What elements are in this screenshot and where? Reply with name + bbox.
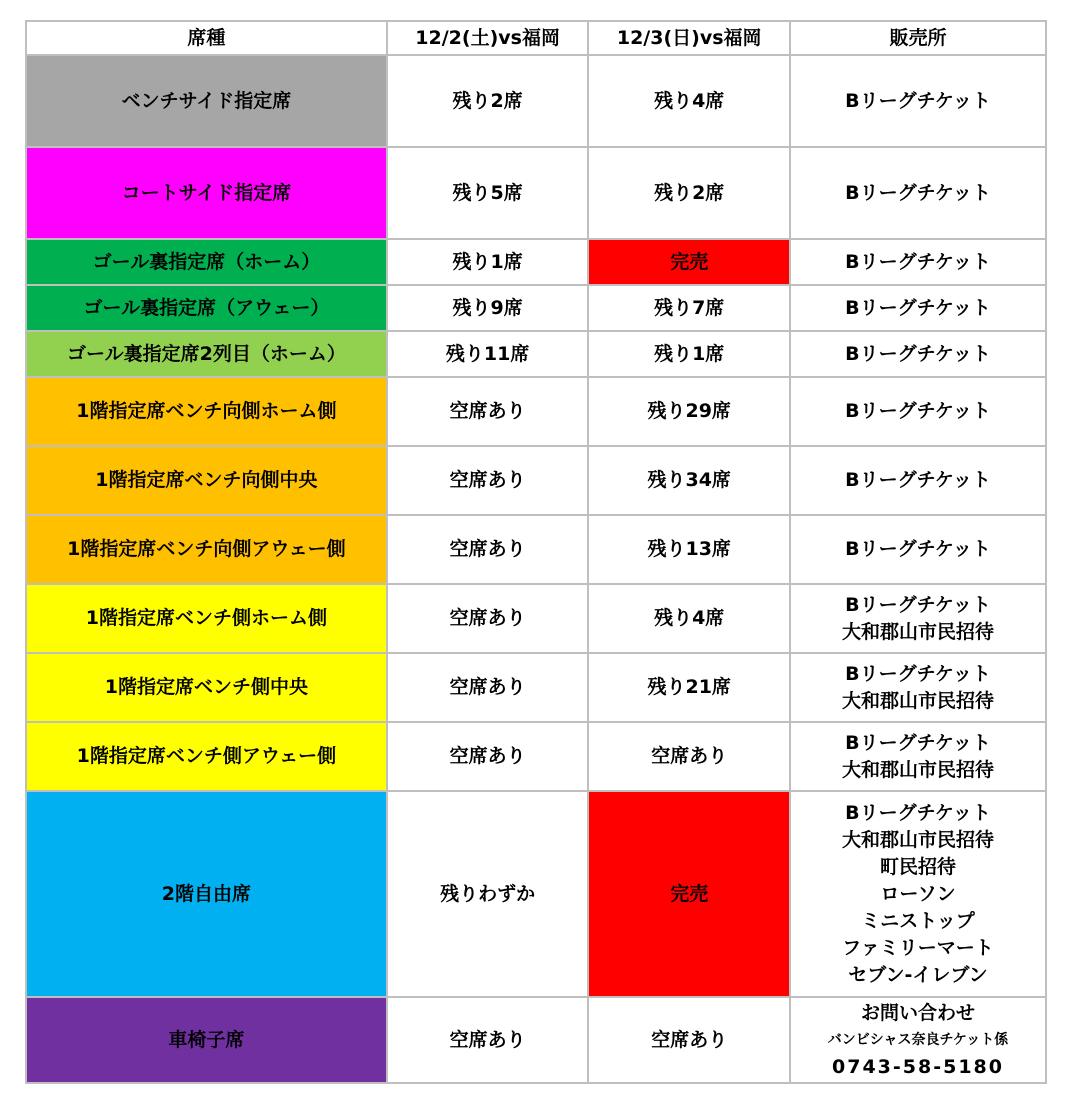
contact-department: バンビシャス奈良チケット係 [827,1031,1009,1048]
day2-status-cell: 残り2席 [588,147,790,239]
shop-line: 大和郡山市民招待 [841,758,994,781]
shop-line: 大和郡山市民招待 [841,689,994,712]
shop-line: Bリーグチケット [845,181,991,204]
shop-line: Bリーグチケット [845,342,991,365]
day1-status-cell: 残り11席 [387,331,589,377]
day1-status-cell: 残り1席 [387,239,589,285]
table-row [26,791,1046,997]
contact-phone: 0743-58-5180 [832,1055,1004,1078]
seat-type-cell: 1階指定席ベンチ向側ホーム側 [26,377,387,446]
shop-cell [790,515,1046,584]
day1-status-cell: 空席あり [387,377,589,446]
shop-cell [790,239,1046,285]
header-seat-type: 席種 [26,21,387,55]
seat-type-cell: 1階指定席ベンチ向側中央 [26,446,387,515]
seat-type-cell: ベンチサイド指定席 [26,55,387,147]
day1-status-cell: 残りわずか [387,791,589,997]
ticket-availability-table [25,20,1047,1084]
shop-line: Bリーグチケット [845,469,991,491]
shop-line: Bリーグチケット [845,801,991,824]
table-row [26,997,1046,1083]
day1-status-cell: 残り5席 [387,147,589,239]
shop-cell [790,653,1046,722]
shop-cell [790,791,1046,997]
contact-heading: お問い合わせ [860,1001,975,1024]
shop-line: セブン-イレブン [848,963,988,986]
day2-status-cell: 残り4席 [588,584,790,653]
day1-status-cell: 空席あり [387,722,589,791]
day1-status-cell: 空席あり [387,584,589,653]
day1-status-cell: 空席あり [387,446,589,515]
day2-status-cell: 残り21席 [588,653,790,722]
day1-status-cell: 空席あり [387,997,589,1083]
day1-status-cell: 残り2席 [387,55,589,147]
table-row [26,653,1046,722]
shop-line: 大和郡山市民招待 [841,828,994,851]
shop-line: Bリーグチケット [845,250,991,273]
seat-type-cell: ゴール裏指定席（アウェー） [26,285,387,331]
day2-status-cell: 残り4席 [588,55,790,147]
shop-cell [790,584,1046,653]
shop-line: Bリーグチケット [845,731,991,754]
seat-type-cell: コートサイド指定席 [26,147,387,239]
table-row [26,446,1046,515]
shop-cell [790,446,1046,515]
shop-cell [790,331,1046,377]
shop-cell [790,147,1046,239]
day2-status-cell: 残り1席 [588,331,790,377]
shop-line: Bリーグチケット [845,662,991,685]
table-row [26,285,1046,331]
table-row [26,722,1046,791]
shop-line: Bリーグチケット [845,593,991,616]
shop-cell [790,55,1046,147]
day1-status-cell: 残り9席 [387,285,589,331]
table-row [26,55,1046,147]
shop-cell [790,997,1046,1083]
day2-status-cell: 残り29席 [588,377,790,446]
seat-type-cell: 1階指定席ベンチ側アウェー側 [26,722,387,791]
table-row [26,147,1046,239]
seat-type-cell: ゴール裏指定席2列目（ホーム） [26,331,387,377]
table-row [26,515,1046,584]
shop-line: Bリーグチケット [845,538,991,560]
shop-line: 大和郡山市民招待 [841,620,994,643]
header-shop: 販売所 [790,21,1046,55]
shop-line: Bリーグチケット [845,296,991,319]
header-row [26,21,1046,55]
shop-line: 町民招待 [879,855,956,878]
day2-status-cell: 残り7席 [588,285,790,331]
table-row [26,331,1046,377]
table-row [26,239,1046,285]
day2-status-cell: 空席あり [588,997,790,1083]
day1-status-cell: 空席あり [387,515,589,584]
shop-cell [790,377,1046,446]
day1-status-cell: 空席あり [387,653,589,722]
header-day2: 12/3(日)vs福岡 [588,21,790,55]
seat-type-cell: 1階指定席ベンチ向側アウェー側 [26,515,387,584]
day2-status-cell: 残り13席 [588,515,790,584]
seat-type-cell: 車椅子席 [26,997,387,1083]
day2-status-cell: 残り34席 [588,446,790,515]
table-row [26,377,1046,446]
shop-line: Bリーグチケット [845,89,991,112]
shop-line: ミニストップ [861,909,975,932]
day2-status-cell: 空席あり [588,722,790,791]
shop-line: ファミリーマート [842,936,994,959]
seat-type-cell: ゴール裏指定席（ホーム） [26,239,387,285]
table-row [26,584,1046,653]
seat-type-cell: 2階自由席 [26,791,387,997]
shop-cell [790,722,1046,791]
shop-cell [790,285,1046,331]
seat-type-cell: 1階指定席ベンチ側中央 [26,653,387,722]
day2-soldout-cell: 完売 [588,791,790,997]
shop-line: Bリーグチケット [845,400,991,422]
day2-soldout-cell: 完売 [588,239,790,285]
header-day1: 12/2(土)vs福岡 [387,21,589,55]
shop-line: ローソン [880,882,956,905]
seat-type-cell: 1階指定席ベンチ側ホーム側 [26,584,387,653]
